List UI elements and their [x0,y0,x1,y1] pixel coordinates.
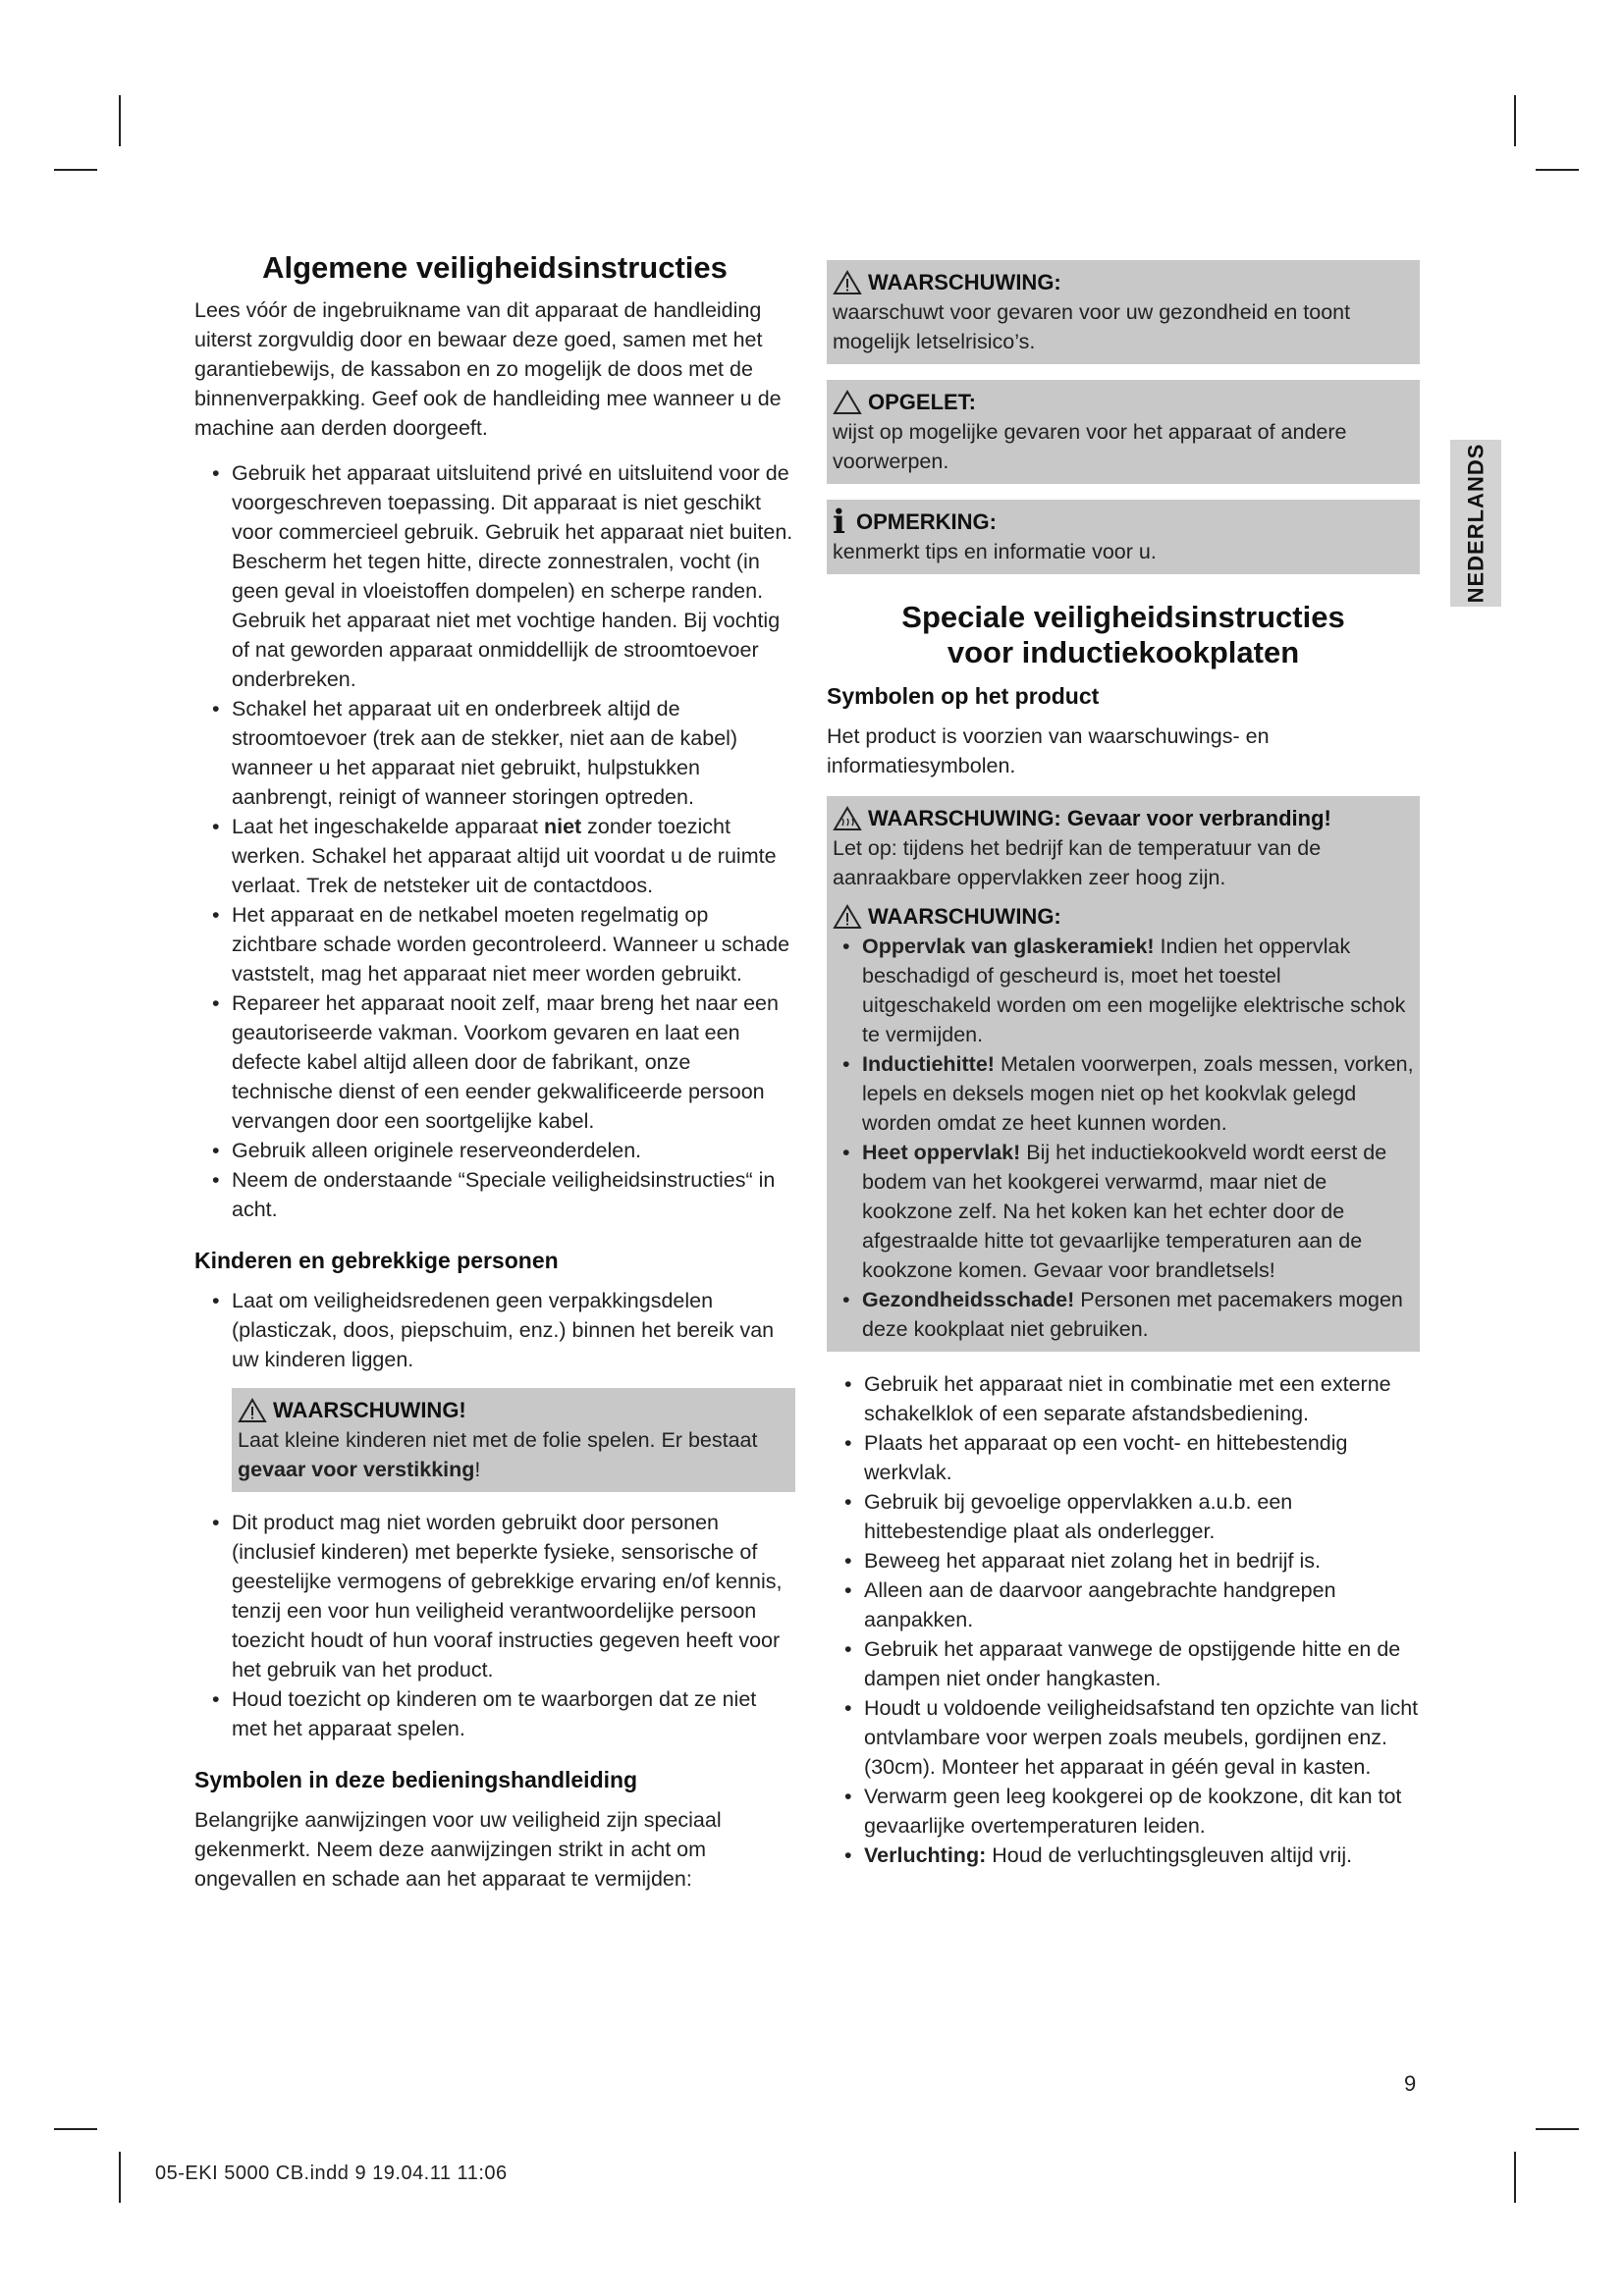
product-symbols-text: Het product is voorzien van waarschuwings- en informatiesymbolen. [827,724,1270,778]
list-item: • Houd toezicht op kinderen om te waarborgen dat ze niet met het apparaat spelen. [194,1684,795,1743]
list-item: • Verluchting: Houd de verluchtingsgleuven altijd vrij. [827,1841,1420,1870]
list-item: • Alleen aan de daarvoor aangebrachte handgrepen aanpakken. [827,1575,1420,1634]
list-item: • Neem de onderstaande “Speciale veiligheidsinstructies“ in acht. [194,1165,795,1224]
caution-triangle-icon [833,390,862,415]
list-item: • Schakel het apparaat uit en onderbreek altijd de stroomtoevoer (trek aan de stekker, niet aan de kabel) wanneer u het apparaat niet gebruikt, hulpstukken aanbrengt, reinigt of wanneer storingen optreden. [194,694,795,812]
crop-mark [1536,2128,1579,2130]
legend-caution-text: wijst op mogelijke gevaren voor het apparaat of andere voorwerpen. [833,420,1347,473]
burn-warning-box: WAARSCHUWING: Gevaar voor verbranding! Let op: tijdens het bedrijf kan de temperatuur van de aanraakbare oppervlakken zeer hoog zijn. WAARSCHUWING: • Oppervlak van glaskeramiek! Indien het oppervlak beschadigd of gescheurd is, moet het toestel uitgeschakeld worden om een mogelijke elektrische schok te vermijden. • Inductiehitte! Metalen voorwerpen, zoals messen, vorken, lepels en deksels mogen niet op het kookvlak gelegd worden omdat ze heet kunnen worden. • Heet oppervlak! Bij het inductiekookveld wordt eerst de bodem van het kookgerei verwarmd, maar niet de kookzone zelf. Na het koken kan het echter door de afgestraalde hitte tot gevaarlijke temperaturen aan de kookzone komen. Gevaar voor brandletsels! • Gezondheidsschade! Personen met pacemakers mogen deze kookplaat niet gebruiken. [827,796,1420,1352]
list-item: • Houdt u voldoende veiligheidsafstand ten opzichte van licht ontvlambare voor werpen zoals meubels, gordijnen enz. (30cm). Monteer het apparaat in géén geval in kasten. [827,1693,1420,1782]
hot-surface-triangle-icon [833,806,862,831]
crop-mark [119,2152,121,2203]
list-item: • Gebruik het apparaat uitsluitend privé en uitsluitend voor de voorgeschreven toepassing. Dit apparaat is niet geschikt voor commercieel gebruik. Gebruik het apparaat niet buiten. Bescherm het tegen hitte, directe zonnestralen, vocht (in geen geval in vloeistoffen dompelen) en scherpe randen. Gebruik het apparaat niet met vochtige handen. Bij vochtig of nat geworden apparaat onmiddellijk de stroomtoevoer onderbreken. [194,458,795,694]
section-title-children: Kinderen en gebrekkige personen [194,1247,559,1273]
language-tab-label: NEDERLANDS [1463,443,1489,604]
warning-triangle-icon [833,270,862,295]
burn-warning-text: Let op: tijdens het bedrijf kan de temperatuur van de aanraakbare oppervlakken zeer hoog zijn. [833,836,1322,890]
general-safety-list [194,458,795,1224]
symbols-manual-text: Belangrijke aanwijzingen voor uw veiligheid zijn speciaal gekenmerkt. Neem deze aanwijzingen strikt in acht om ongevallen en schade aan het apparaat te vermijden: [194,1807,722,1891]
section-title-general-safety: Algemene veiligheidsinstructies [262,250,728,285]
crop-mark [54,2128,97,2130]
crop-mark [119,95,121,146]
legend-note-box: i OPMERKING: kenmerkt tips en informatie voor u. [827,500,1420,574]
section-title-product-symbols: Symbolen op het product [827,683,1100,710]
list-item: • Inductiehitte! Metalen voorwerpen, zoals messen, vorken, lepels en deksels mogen niet op het kookvlak gelegd worden omdat ze heet kunnen worden. [833,1049,1414,1138]
info-icon: i [833,503,845,542]
list-item: • Laat om veiligheidsredenen geen verpakkingsdelen (plasticzak, doos, piepschuim, enz.) binnen het bereik van uw kinderen liggen. [194,1286,795,1374]
crop-mark [1514,95,1516,146]
list-item: • Gebruik alleen originele reserveonderdelen. [194,1136,795,1165]
list-item: • Dit product mag niet worden gebruikt door personen (inclusief kinderen) met beperkte fysieke, sensorische of geestelijke vermogens of gebrekkige ervaring en/of kennis, tenzij een voor hun veiligheid verantwoordelijke persoon toezicht houdt of hun vooraf instructies gegeven heeft voor het gebruik van het product. [194,1508,795,1684]
language-tab [1450,440,1501,607]
intro-paragraph: Lees vóór de ingebruikname van dit apparaat de handleiding uiterst zorgvuldig door en bewaar deze goed, samen met het garantiebewijs, de kassabon en zo mogelijk de doos met de binnenverpakking. Geef ook de handleiding mee wanneer u de machine aan derden doorgeeft. [194,297,782,440]
section-title-symbols-manual: Symbolen in deze bedieningshandleiding [194,1766,638,1792]
warning-triangle-icon [238,1398,267,1423]
burn-warning-list [833,932,1414,1344]
list-item: • Gezondheidsschade! Personen met pacemakers mogen deze kookplaat niet gebruiken. [833,1285,1414,1344]
warning-triangle-icon [833,904,862,930]
list-item: • Heet oppervlak! Bij het inductiekookveld wordt eerst de bodem van het kookgerei verwarmd, maar niet de kookzone zelf. Na het koken kan het echter door de afgestraalde hitte tot gevaarlijke temperaturen aan de kookzone komen. Gevaar voor brandletsels! [833,1138,1414,1285]
list-item: • Verwarm geen leeg kookgerei op de kookzone, dit kan tot gevaarlijke overtemperaturen leiden. [827,1782,1420,1841]
warning-box-title: WAARSCHUWING! [238,1396,789,1425]
legend-warning-text: waarschuwt voor gevaren voor uw gezondheid en toont mogelijk letselrisico’s. [833,300,1351,353]
crop-mark [1514,2152,1516,2203]
list-item: • Gebruik bij gevoelige oppervlakken a.u.b. een hittebestendige plaat als onderlegger. [827,1487,1420,1546]
crop-mark [1536,169,1579,171]
list-item: • Beweeg het apparaat niet zolang het in bedrijf is. [827,1546,1420,1575]
left-column [194,250,795,1909]
list-item: • Gebruik het apparaat vanwege de opstijgende hitte en de dampen niet onder hangkasten. [827,1634,1420,1693]
special-safety-list [827,1369,1420,1870]
list-item: • Plaats het apparaat op een vocht- en hittebestendig werkvlak. [827,1428,1420,1487]
list-item: • Het apparaat en de netkabel moeten regelmatig op zichtbare schade worden gecontroleerd. Wanneer u schade vaststelt, mag het apparaat niet meer worden gebruikt. [194,900,795,988]
warning-box-text: Laat kleine kinderen niet met de folie spelen. Er bestaat gevaar voor verstikking! [238,1427,758,1481]
crop-mark [54,169,97,171]
legend-warning-box: WAARSCHUWING: waarschuwt voor gevaren voor uw gezondheid en toont mogelijk letselrisico’s. [827,260,1420,364]
legend-caution-box: OPGELET: wijst op mogelijke gevaren voor het apparaat of andere voorwerpen. [827,380,1420,484]
page-number: 9 [1404,2071,1417,2096]
warning-box-children [232,1388,795,1492]
right-column [827,260,1420,1884]
list-item: • Gebruik het apparaat niet in combinatie met een externe schakelklok of een separate afstandsbediening. [827,1369,1420,1428]
list-item: • Oppervlak van glaskeramiek! Indien het oppervlak beschadigd of gescheurd is, moet het toestel uitgeschakeld worden om een mogelijke elektrische schok te vermijden. [833,932,1414,1049]
list-item: • Laat het ingeschakelde apparaat niet zonder toezicht werken. Schakel het apparaat altijd uit voordat u de ruimte verlaat. Trek de netsteker uit de contactdoos. [194,812,795,900]
legend-note-text: kenmerkt tips en informatie voor u. [833,540,1157,563]
list-item: • Repareer het apparaat nooit zelf, maar breng het naar een geautoriseerde vakman. Voorkom gevaren en laat een defecte kabel altijd alleen door de fabrikant, onze technische dienst of een eender gekwalificeerde persoon vervangen door een soortgelijke kabel. [194,988,795,1136]
section-title-special-safety: Speciale veiligheidsinstructies voor inductiekookplaten [901,600,1345,669]
children-list [194,1286,795,1374]
children-list-2 [194,1508,795,1743]
print-footer: 05-EKI 5000 CB.indd 9 19.04.11 11:06 [155,2163,508,2184]
